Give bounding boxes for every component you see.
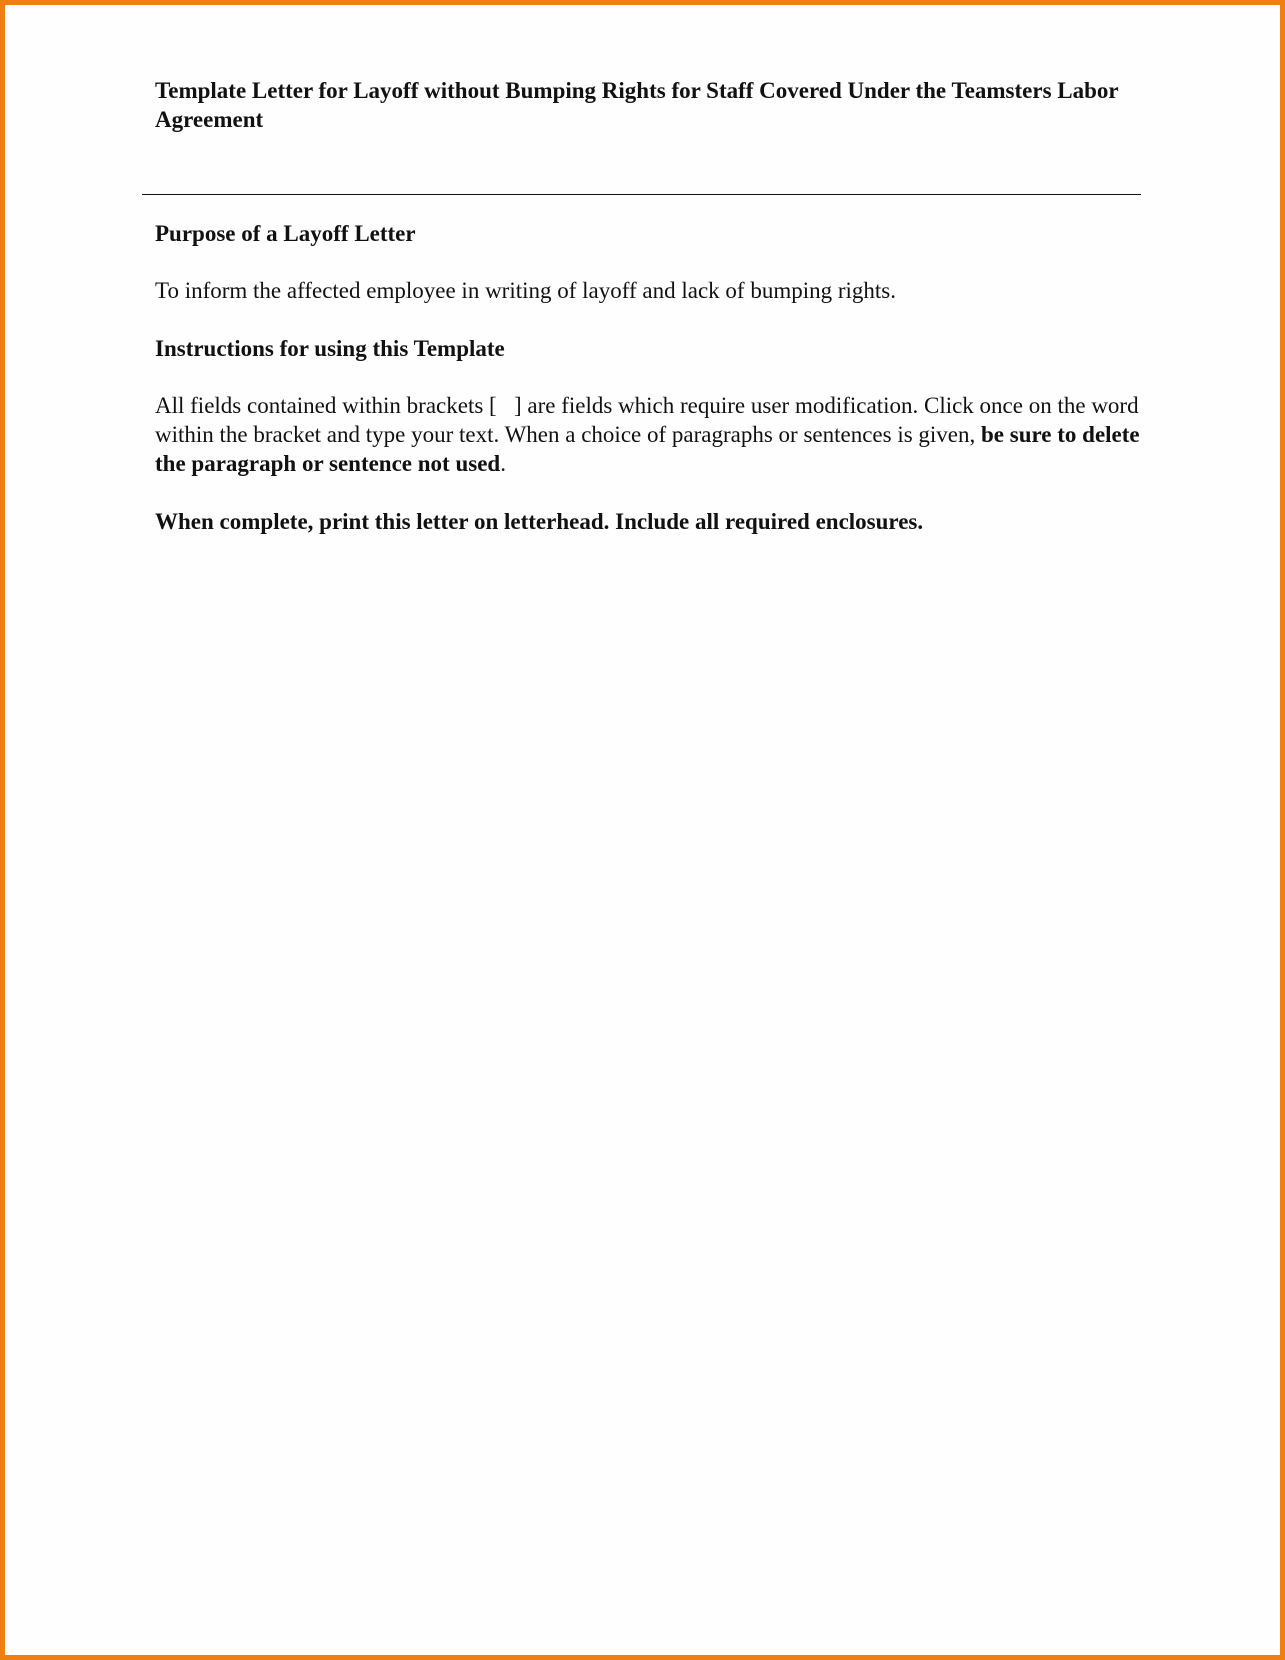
document-header — [155, 76, 1145, 134]
horizontal-divider — [142, 194, 1141, 195]
document-title: Template Letter for Layoff without Bumping Rights for Staff Covered Under the Teamsters Labor Agreement — [155, 78, 1119, 132]
purpose-text: To inform the affected employee in writing of layoff and lack of bumping rights. — [155, 278, 897, 303]
instructions-end: . — [500, 451, 506, 476]
instructions-paragraph — [155, 391, 1145, 478]
purpose-heading: Purpose of a Layoff Letter — [155, 221, 416, 246]
instructions-text: All fields contained within brackets [ ] are fields which require user modification. Click once on the word within the bracket and type your text. When a choice of paragraphs or sentences is given, — [155, 393, 1145, 447]
completion-note: When complete, print this letter on letterhead. Include all required enclosures. — [155, 509, 924, 534]
instructions-heading: Instructions for using this Template — [155, 336, 505, 361]
instructions-emphasis: be sure to delete the paragraph or sentence not used — [155, 422, 1140, 476]
